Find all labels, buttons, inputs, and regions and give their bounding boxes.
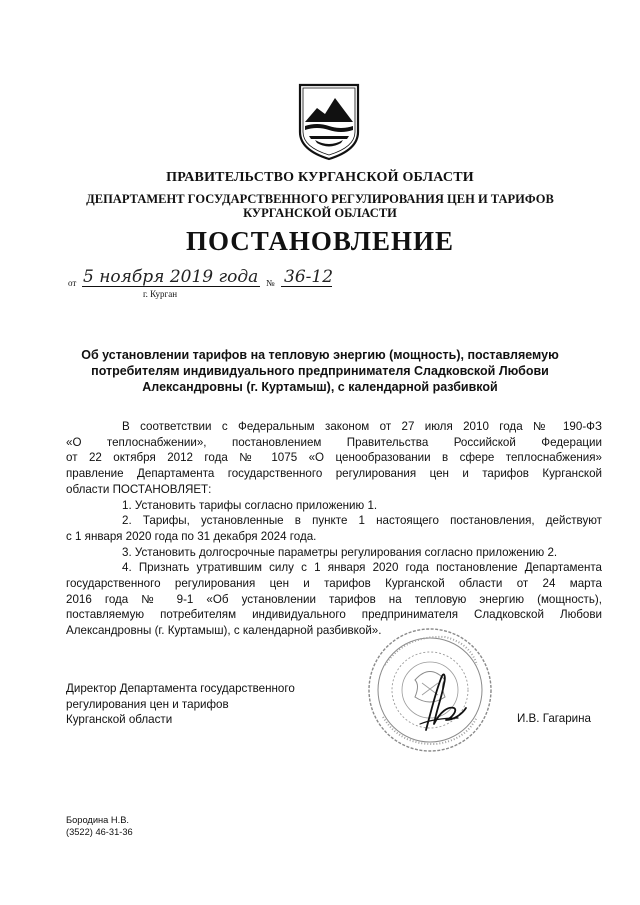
date-prefix: от [68,278,77,288]
executor-info [66,814,133,838]
number-sign: № [266,278,275,288]
preamble-line: «О теплоснабжении», постановлением Правительства Российской Федерации [66,435,602,449]
document-body [66,419,602,639]
signatory-position-line: Директор Департамента государственного [66,682,295,695]
item-2-line: с 1 января 2020 года по 31 декабря 2024 года. [66,529,317,543]
signatory-name: И.В. Гагарина [517,712,592,725]
handwritten-signature [412,668,472,738]
item-4-line: государственного регулирования цен и тарифов Курганской области от 24 марта [66,577,602,591]
preamble-line: В соответствии с Федеральным законом от 27 июля 2010 года № 190-ФЗ [122,420,602,433]
executor-phone: (3522) 46-31-36 [66,827,133,837]
item-4-line: 4. Признать утратившим силу с 1 января 2020 года постановление Департамента [122,561,602,575]
document-type-heading: ПОСТАНОВЛЕНИЕ [185,226,455,256]
preamble-line: области ПОСТАНОВЛЯЕТ: [66,482,212,496]
item-3: 3. Установить долгосрочные параметры регулирования согласно приложению 2. [122,545,558,559]
city: г. Курган [143,289,178,299]
item-2-line: 2. Тарифы, установленные в пункте 1 настоящего постановления, действуют [122,514,602,528]
document-subject [60,347,580,395]
subject-line: Об установлении тарифов на тепловую энергию (мощность), поставляемую [81,348,559,362]
preamble-line: от 22 октября 2012 года № 1075 «О ценообразовании в сфере теплоснабжения» [66,451,602,465]
item-4-line: поставляемую потребителям индивидуального предпринимателя Сладковской Любови [66,608,602,622]
handwritten-number: 36-12 [284,267,334,287]
subject-line: потребителям индивидуального предпринимателя Сладковской Любови [91,364,549,378]
item-1: 1. Установить тарифы согласно приложению 1. [122,498,378,512]
executor-name: Бородина Н.В. [66,815,129,825]
number-underline [281,286,332,287]
org-title: ПРАВИТЕЛЬСТВО КУРГАНСКОЙ ОБЛАСТИ [166,170,474,185]
subject-line: Александровны (г. Куртамыш), с календарной разбивкой [142,380,498,394]
item-4-line: Александровны (г. Куртамыш), с календарной разбивкой». [66,624,382,638]
date-underline [82,286,260,287]
signatory-position-line: регулирования цен и тарифов [66,697,229,711]
department-title-line2: КУРГАНСКОЙ ОБЛАСТИ [243,206,397,220]
preamble-line: правление Департамента государственного регулирования цен и тарифов Курганской [66,467,602,481]
signatory-position [66,681,295,728]
department-title-line1: ДЕПАРТАМЕНТ ГОСУДАРСТВЕННОГО РЕГУЛИРОВАНИЯ ЦЕН И ТАРИФОВ [86,192,554,206]
signatory-position-line: Курганской области [66,713,173,727]
handwritten-date: 5 ноября 2019 года [83,267,259,287]
item-4-line: 2016 года № 9-1 «Об установлении тарифов на тепловую энергию (мощность), [66,592,602,606]
coat-of-arms-emblem [297,82,361,162]
